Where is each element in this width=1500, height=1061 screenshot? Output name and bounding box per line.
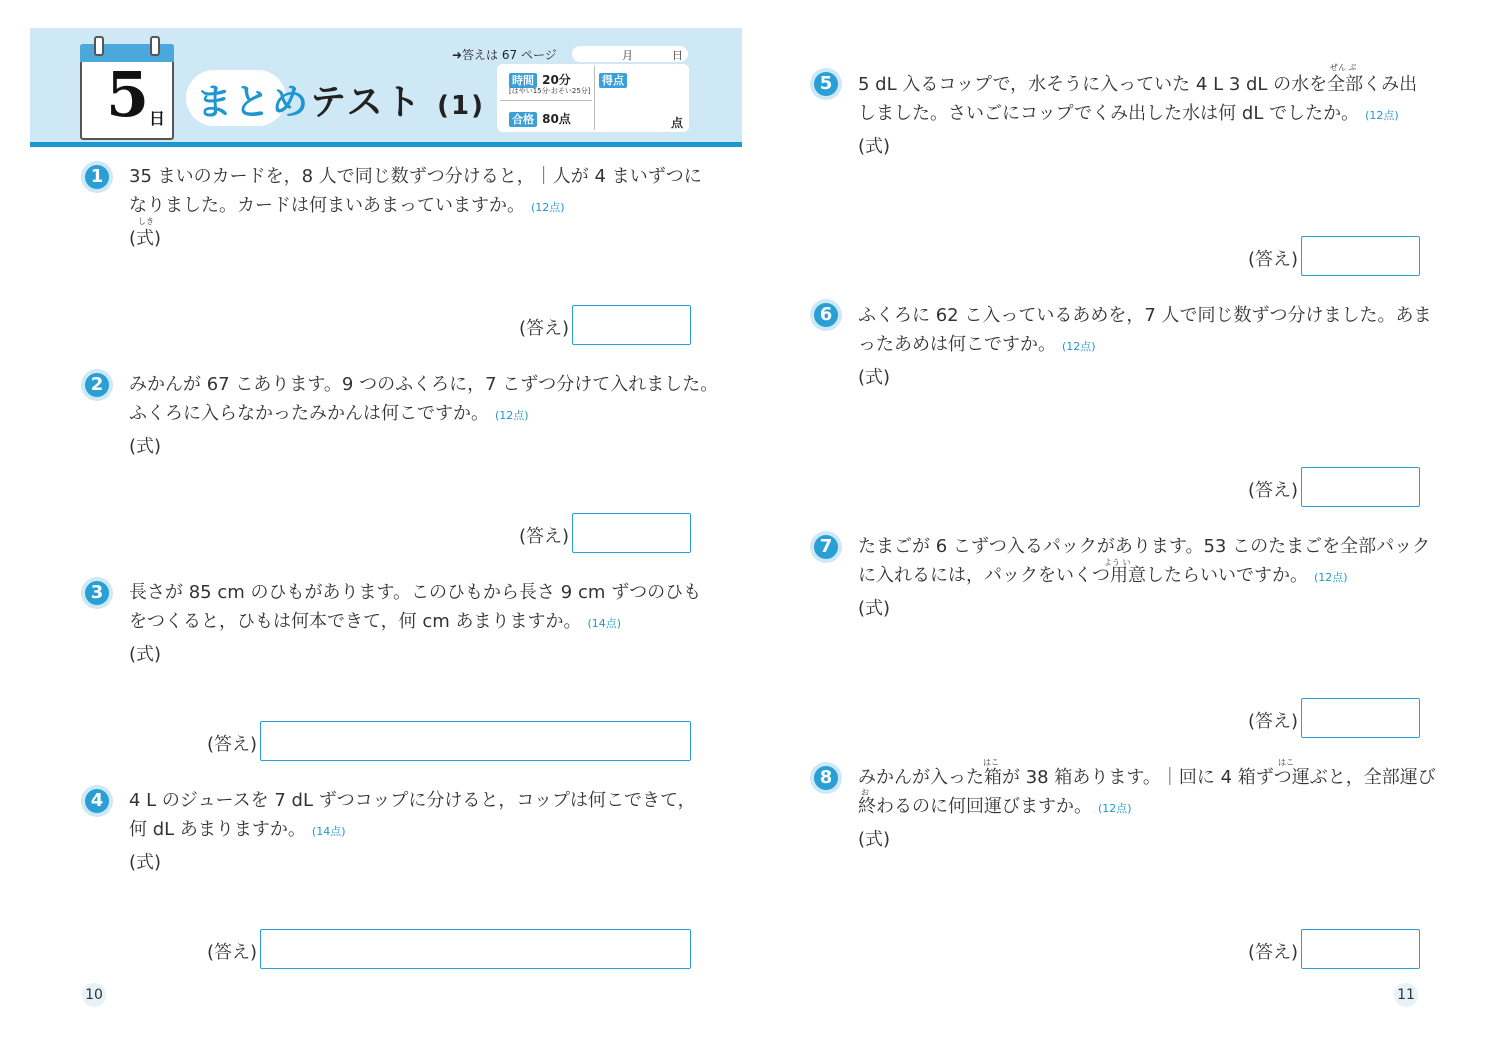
- problem-line: 長さが 85 cm のひもがあります。このひもから長さ 9 cm ずつのひも: [129, 582, 702, 603]
- problem-line: ふくろに入らなかったみかんは何こですか。: [129, 403, 489, 424]
- shiki-label: (式): [858, 367, 891, 388]
- pass-tag: 合格: [509, 112, 537, 127]
- page-number-right: 11: [1394, 983, 1418, 1007]
- answer-input[interactable]: [1301, 467, 1420, 507]
- day-unit: 日: [149, 109, 166, 128]
- problem-text: [858, 532, 1430, 592]
- points-label: (12点): [495, 409, 529, 422]
- shiki-label: (式): [858, 598, 891, 619]
- problem-text: [129, 578, 701, 638]
- ruby-text: よう い: [1104, 558, 1131, 567]
- points-label: (14点): [587, 617, 622, 630]
- answer-input[interactable]: [260, 721, 691, 761]
- problem-number-badge: 3: [81, 577, 113, 609]
- month-label: 月: [622, 49, 633, 62]
- answer-input[interactable]: [260, 929, 691, 969]
- problem-line: ったあめは何こですか。: [858, 334, 1056, 355]
- problem-number-badge: 2: [81, 369, 113, 401]
- score-unit: 点: [671, 116, 684, 130]
- time-value: 20分: [542, 73, 571, 87]
- calendar-ring-icon: [150, 36, 160, 56]
- answer-input[interactable]: [1301, 698, 1420, 738]
- problem-line: ふくろに 62 こ入っているあめを，7 人で同じ数ずつ分けました。あま: [858, 305, 1432, 326]
- title-hira: まとめ: [196, 82, 311, 123]
- problem-line: に入れるには，パックをいくつ用意したらいいですか。: [858, 565, 1308, 586]
- problem-text: [129, 786, 696, 846]
- points-label: (12点): [1098, 802, 1132, 815]
- answer-label: (答え): [207, 942, 258, 963]
- points-label: (12点): [1062, 340, 1096, 353]
- problem-line: 5 dL 入るコップで，水そうに入っていた 4 L 3 dL の水を全部くみ出: [858, 74, 1418, 95]
- points-label: (14点): [311, 825, 346, 838]
- ruby-text: はこ: [1278, 758, 1294, 767]
- answer-label: (答え): [1248, 249, 1299, 270]
- date-label: 日: [672, 49, 683, 62]
- time-note: [はやい15分·おそい25分]: [509, 87, 591, 95]
- answer-label: (答え): [1248, 711, 1299, 732]
- problem-text: [858, 763, 1436, 823]
- problem-number-badge: 7: [810, 531, 842, 563]
- answer-label: (答え): [519, 526, 570, 547]
- pass-value: 80点: [542, 112, 571, 126]
- shiki-label: (式): [129, 436, 162, 457]
- problem-line: 終わるのに何回運びますか。: [858, 796, 1092, 817]
- score-divider: [594, 66, 595, 130]
- points-label: (12点): [531, 201, 565, 214]
- ruby-text: お: [861, 788, 869, 797]
- answer-label: (答え): [519, 318, 570, 339]
- problem-line: なりました。カードは何まいあまっていますか。: [129, 195, 525, 216]
- answer-input[interactable]: [1301, 929, 1420, 969]
- problem-text: [129, 162, 702, 222]
- calendar-ring-icon: [94, 36, 104, 56]
- shiki-label: (式): [858, 136, 891, 157]
- problem-number-badge: 4: [81, 785, 113, 817]
- page-title: [196, 74, 485, 125]
- problem-line: みかんが入った箱が 38 箱あります。｜回に 4 箱ずつ運ぶと，全部運び: [858, 767, 1436, 788]
- answer-label: (答え): [1248, 942, 1299, 963]
- pass-row: [509, 108, 571, 127]
- day-number: 5: [106, 58, 150, 131]
- problem-number-badge: 5: [810, 68, 842, 100]
- answer-input[interactable]: [1301, 236, 1420, 276]
- answer-reference: ➜答えは 67 ページ: [452, 48, 557, 62]
- answer-label: (答え): [1248, 480, 1299, 501]
- page-number-left: 10: [82, 983, 106, 1007]
- problem-text: [858, 301, 1432, 361]
- problem-number-badge: 1: [81, 161, 113, 193]
- problem-line: 35 まいのカードを，8 人で同じ数ずつ分けると，｜人が 4 まいずつに: [129, 166, 702, 187]
- shiki-label: (式): [129, 228, 162, 249]
- problem-line: をつくると，ひもは何本できて，何 cm あまりますか。: [129, 611, 582, 632]
- shiki-label: (式): [129, 852, 162, 873]
- score-tag-wrap: [599, 69, 627, 88]
- ruby-text: はこ: [983, 758, 999, 767]
- problem-line: しました。さいごにコップでくみ出した水は何 dL でしたか。: [858, 103, 1360, 124]
- shiki-label: (式): [129, 644, 162, 665]
- problem-line: みかんが 67 こあります。9 つのふくろに，7 こずつ分けて入れました。: [129, 374, 719, 395]
- header-underline: [30, 142, 742, 147]
- problem-number-badge: 6: [810, 299, 842, 331]
- time-tag: 時間: [509, 73, 537, 88]
- problem-line: たまごが 6 こずつ入るパックがあります。53 このたまごを全部パック: [858, 536, 1431, 557]
- problem-line: 4 L のジュースを 7 dL ずつコップに分けると，コップは何こできて，: [129, 790, 696, 811]
- points-label: (12点): [1365, 109, 1399, 122]
- ruby-text: しき: [138, 217, 154, 226]
- ruby-text: ぜん ぶ: [1330, 63, 1357, 72]
- score-tag: 得点: [599, 73, 627, 88]
- title-kata: テスト: [310, 82, 423, 123]
- score-divider: [500, 100, 592, 101]
- problem-number-badge: 8: [810, 762, 842, 794]
- title-number: (1): [437, 91, 485, 121]
- date-box: [572, 46, 688, 62]
- problem-text: [129, 370, 718, 430]
- problem-line: 何 dL あまりますか。: [129, 819, 306, 840]
- answer-label: (答え): [207, 734, 258, 755]
- shiki-label: (式): [858, 829, 891, 850]
- answer-input[interactable]: [572, 513, 691, 553]
- problem-text: [858, 70, 1417, 130]
- points-label: (12点): [1314, 571, 1348, 584]
- answer-input[interactable]: [572, 305, 691, 345]
